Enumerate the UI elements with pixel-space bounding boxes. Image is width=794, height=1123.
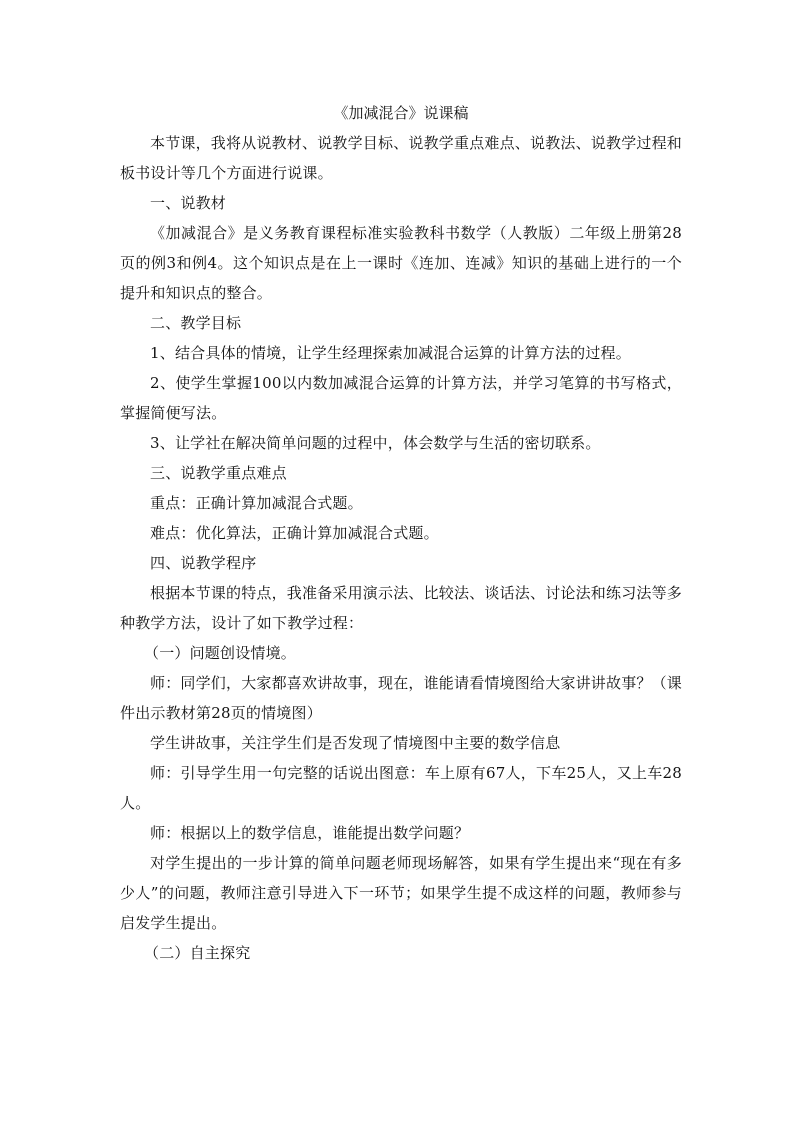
document-body: [120, 98, 682, 968]
teacher-guide-paragraph: 师：引导学生用一句完整的话说出图意：车上原有67人，下车25人，又上车28人。: [120, 764, 682, 812]
objective-item-1: 1、结合具体的情境，让学生经理探索加减混合运算的计算方法的过程。: [150, 344, 631, 362]
teacher-prompt-story: 师：同学们，大家都喜欢讲故事，现在，谁能请看情境图给大家讲讲故事？（课件出示教材第28页的情境图）: [120, 674, 683, 722]
section-heading-objectives: 二、教学目标: [150, 314, 242, 332]
answer-guidance-paragraph: 对学生提出的一步计算的简单问题老师现场解答，如果有学生提出来“现在有多少人”的问题，教师注意引导进入下一环节；如果学生提不成这样的问题，教师参与启发学生提出。: [120, 854, 682, 932]
objective-item-2: 2、使学生掌握100以内数加减混合运算的计算方法，并学习笔算的书写格式，掌握简便写法。: [120, 374, 682, 422]
difficult-point: 难点：优化算法，正确计算加减混合式题。: [150, 524, 439, 542]
textbook-paragraph: 《加减混合》是义务教育课程标准实验教科书数学（人教版）二年级上册第28页的例3和例4。这个知识点是在上一课时《连加、连减》知识的基础上进行的一个提升和知识点的整合。: [120, 224, 682, 302]
intro-paragraph: 本节课，我将从说教材、说教学目标、说教学重点难点、说教法、说教学过程和板书设计等几个方面进行说课。: [120, 134, 683, 182]
subsection-heading-situation: （一）问题创设情境。: [144, 644, 297, 662]
key-point: 重点：正确计算加减混合式题。: [150, 494, 363, 512]
procedure-paragraph: 根据本节课的特点，我准备采用演示法、比较法、谈话法、讨论法和练习法等多种教学方法，设计了如下教学过程：: [120, 584, 683, 632]
student-story-paragraph: 学生讲故事，关注学生们是否发现了情境图中主要的数学信息: [150, 734, 561, 752]
section-heading-procedure: 四、说教学程序: [150, 554, 257, 572]
document-title: 《加减混合》说课稿: [333, 104, 469, 122]
objective-item-3: 3、让学社在解决简单问题的过程中，体会数学与生活的密切联系。: [150, 434, 601, 452]
section-heading-textbook: 一、说教材: [150, 194, 227, 212]
section-heading-key-points: 三、说教学重点难点: [150, 464, 287, 482]
subsection-heading-explore: （二）自主探究: [144, 944, 251, 962]
teacher-question-paragraph: 师：根据以上的数学信息，谁能提出数学问题？: [150, 824, 470, 842]
